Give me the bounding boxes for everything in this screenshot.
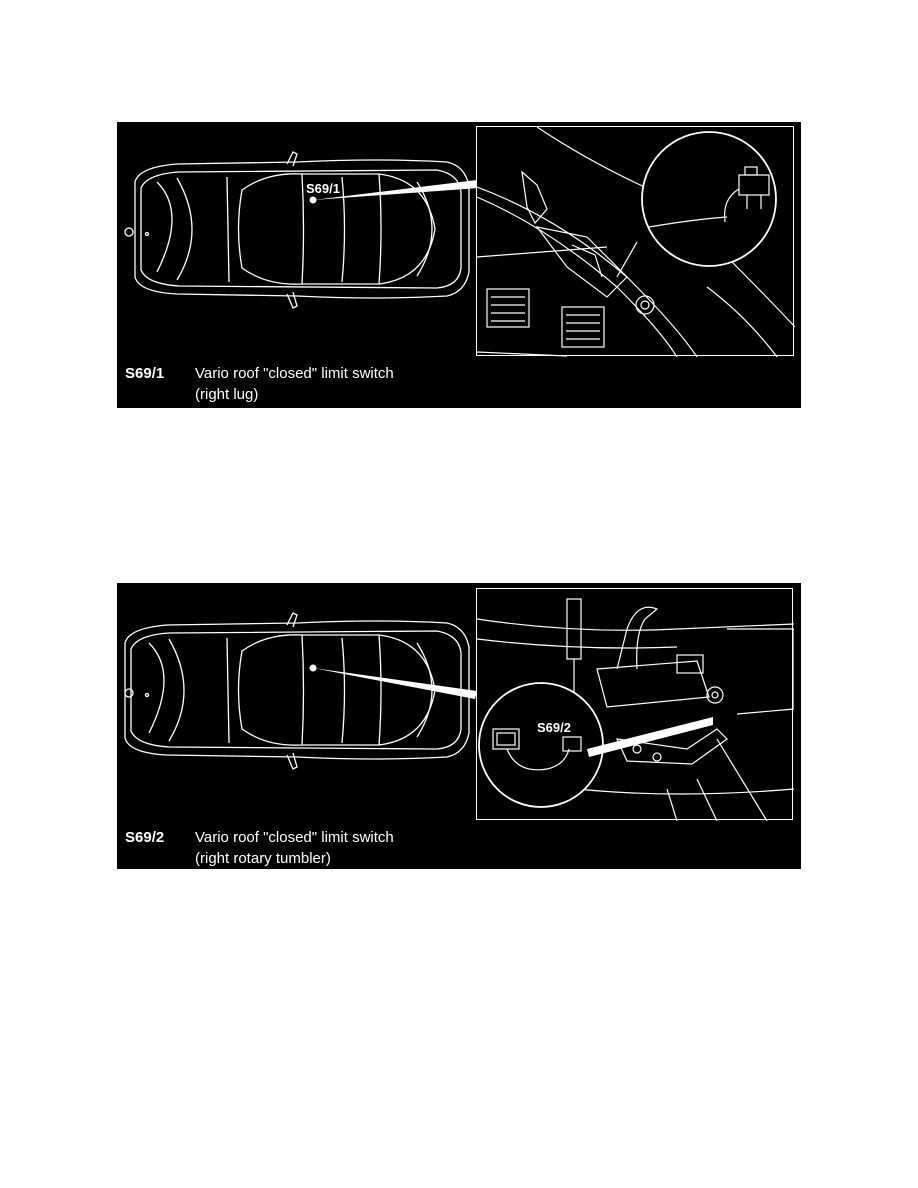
rotary-tumbler-mechanism-icon (477, 589, 794, 821)
caption-line-2: (right lug) (195, 386, 259, 403)
figure-s69-2 (117, 583, 801, 869)
caption-code: S69/1 (125, 365, 165, 382)
caption-line-2: (right rotary tumbler) (195, 850, 331, 867)
detail-view-lug (476, 126, 794, 356)
figure-caption (125, 827, 394, 869)
callout-label: S69/2 (537, 720, 571, 735)
caption-line-1: Vario roof "closed" limit switch (195, 829, 394, 846)
caption-line-1: Vario roof "closed" limit switch (195, 365, 394, 382)
lug-mechanism-icon (477, 127, 795, 357)
figure-s69-1 (117, 122, 801, 408)
detail-view-rotary-tumbler (476, 588, 793, 820)
callout-label: S69/1 (306, 181, 340, 196)
figure-caption (125, 363, 394, 405)
caption-code: S69/2 (125, 829, 165, 846)
